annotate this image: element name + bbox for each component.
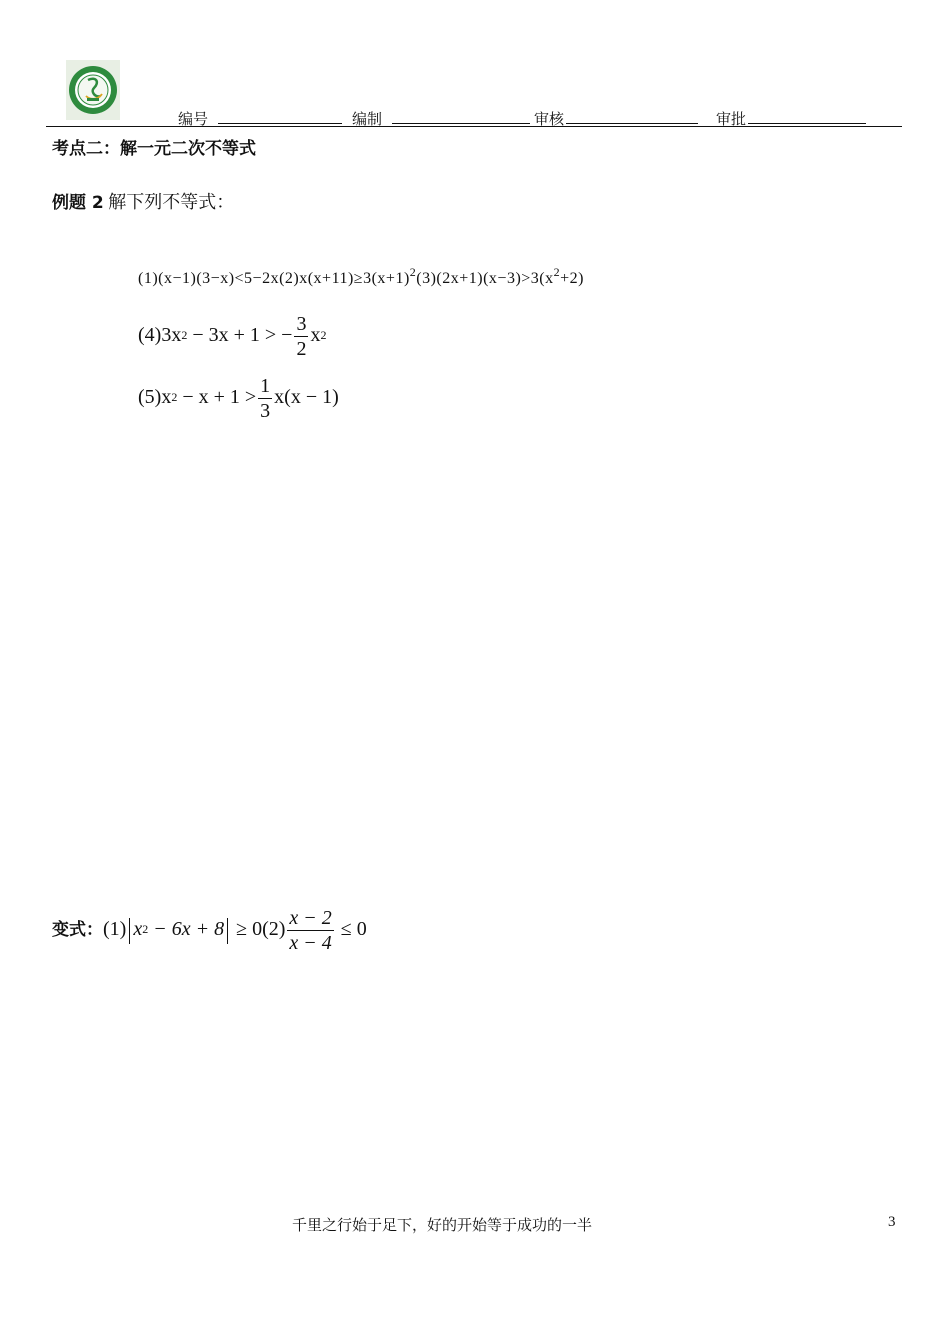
- example-label: 例题 2: [52, 193, 104, 213]
- problem-4-fraction: [294, 312, 308, 361]
- problem-5-denominator: 3: [260, 400, 271, 422]
- page-number: 3: [888, 1214, 896, 1230]
- problem-5: [138, 374, 339, 423]
- header-shenpi-label: 审批: [716, 112, 747, 128]
- variant-2-numerator: x − 2: [289, 907, 332, 929]
- problem-4-denominator: 2: [296, 338, 307, 360]
- school-logo-icon: [66, 60, 120, 120]
- abs-bar-left: [129, 918, 130, 944]
- variant-1-x: x: [133, 918, 143, 941]
- header-shenpi-blank: [748, 123, 866, 124]
- header-bianhao-label: 编号: [178, 112, 209, 128]
- example-instruction: 解下列不等式：: [108, 192, 235, 213]
- variant-2-lead: (2): [262, 918, 286, 941]
- header-bianzhi-label: 编制: [352, 112, 383, 128]
- problem-3-exponent: 2: [553, 265, 561, 279]
- header-bianhao-blank: [218, 123, 342, 124]
- problem-2: (2)x(x+11)≥3(x+1): [279, 270, 410, 287]
- header-shenhe-label: 审核: [534, 112, 565, 128]
- problem-4-mid: − 3x + 1 > −: [187, 324, 293, 347]
- variant-1-lead: (1): [103, 918, 127, 941]
- variant-1-body: − 6x + 8: [148, 918, 225, 941]
- problem-4-numerator: 3: [296, 313, 307, 335]
- variant-label: 变式：: [52, 920, 103, 941]
- variant-1-exponent: 2: [142, 922, 149, 937]
- problem-5-mid: − x + 1 >: [177, 386, 257, 409]
- problems-1-3: [138, 265, 584, 288]
- problem-1: (1)(x−1)(3−x)<5−2x: [138, 270, 280, 287]
- problem-5-tail: x(x − 1): [274, 386, 339, 409]
- variant-2-fraction: [287, 906, 333, 955]
- problem-4-lead: (4)3x: [138, 324, 182, 347]
- problem-5-exponent: 2: [171, 390, 178, 405]
- problem-4-tail-exponent: 2: [320, 328, 327, 343]
- variant-2-tail: ≤ 0: [335, 918, 367, 941]
- variant-2-denominator: x − 4: [289, 932, 332, 954]
- footer-motto: 千里之行始于足下，好的开始等于成功的一半: [292, 1216, 593, 1234]
- problem-3: (3)(2x+1)(x−3)>3(x: [416, 270, 554, 287]
- problem-5-fraction: [258, 374, 272, 423]
- abs-bar-right: [227, 918, 228, 944]
- problem-5-numerator: 1: [260, 375, 271, 397]
- problem-4-exponent: 2: [181, 328, 188, 343]
- header-rule: [46, 126, 902, 127]
- variant-line: [52, 906, 367, 955]
- variant-1-tail: ≥ 0: [231, 918, 263, 941]
- problem-4-tail: x: [310, 324, 321, 347]
- header-bianzhi-blank: [392, 123, 530, 124]
- problem-3-tail: +2): [560, 270, 584, 287]
- section-title: 考点二：解一元二次不等式: [52, 139, 256, 159]
- problem-4: [138, 312, 326, 361]
- problem-5-lead: (5)x: [138, 386, 172, 409]
- example-heading: [52, 188, 234, 214]
- header-shenhe-blank: [566, 123, 698, 124]
- problem-2-exponent: 2: [409, 265, 417, 279]
